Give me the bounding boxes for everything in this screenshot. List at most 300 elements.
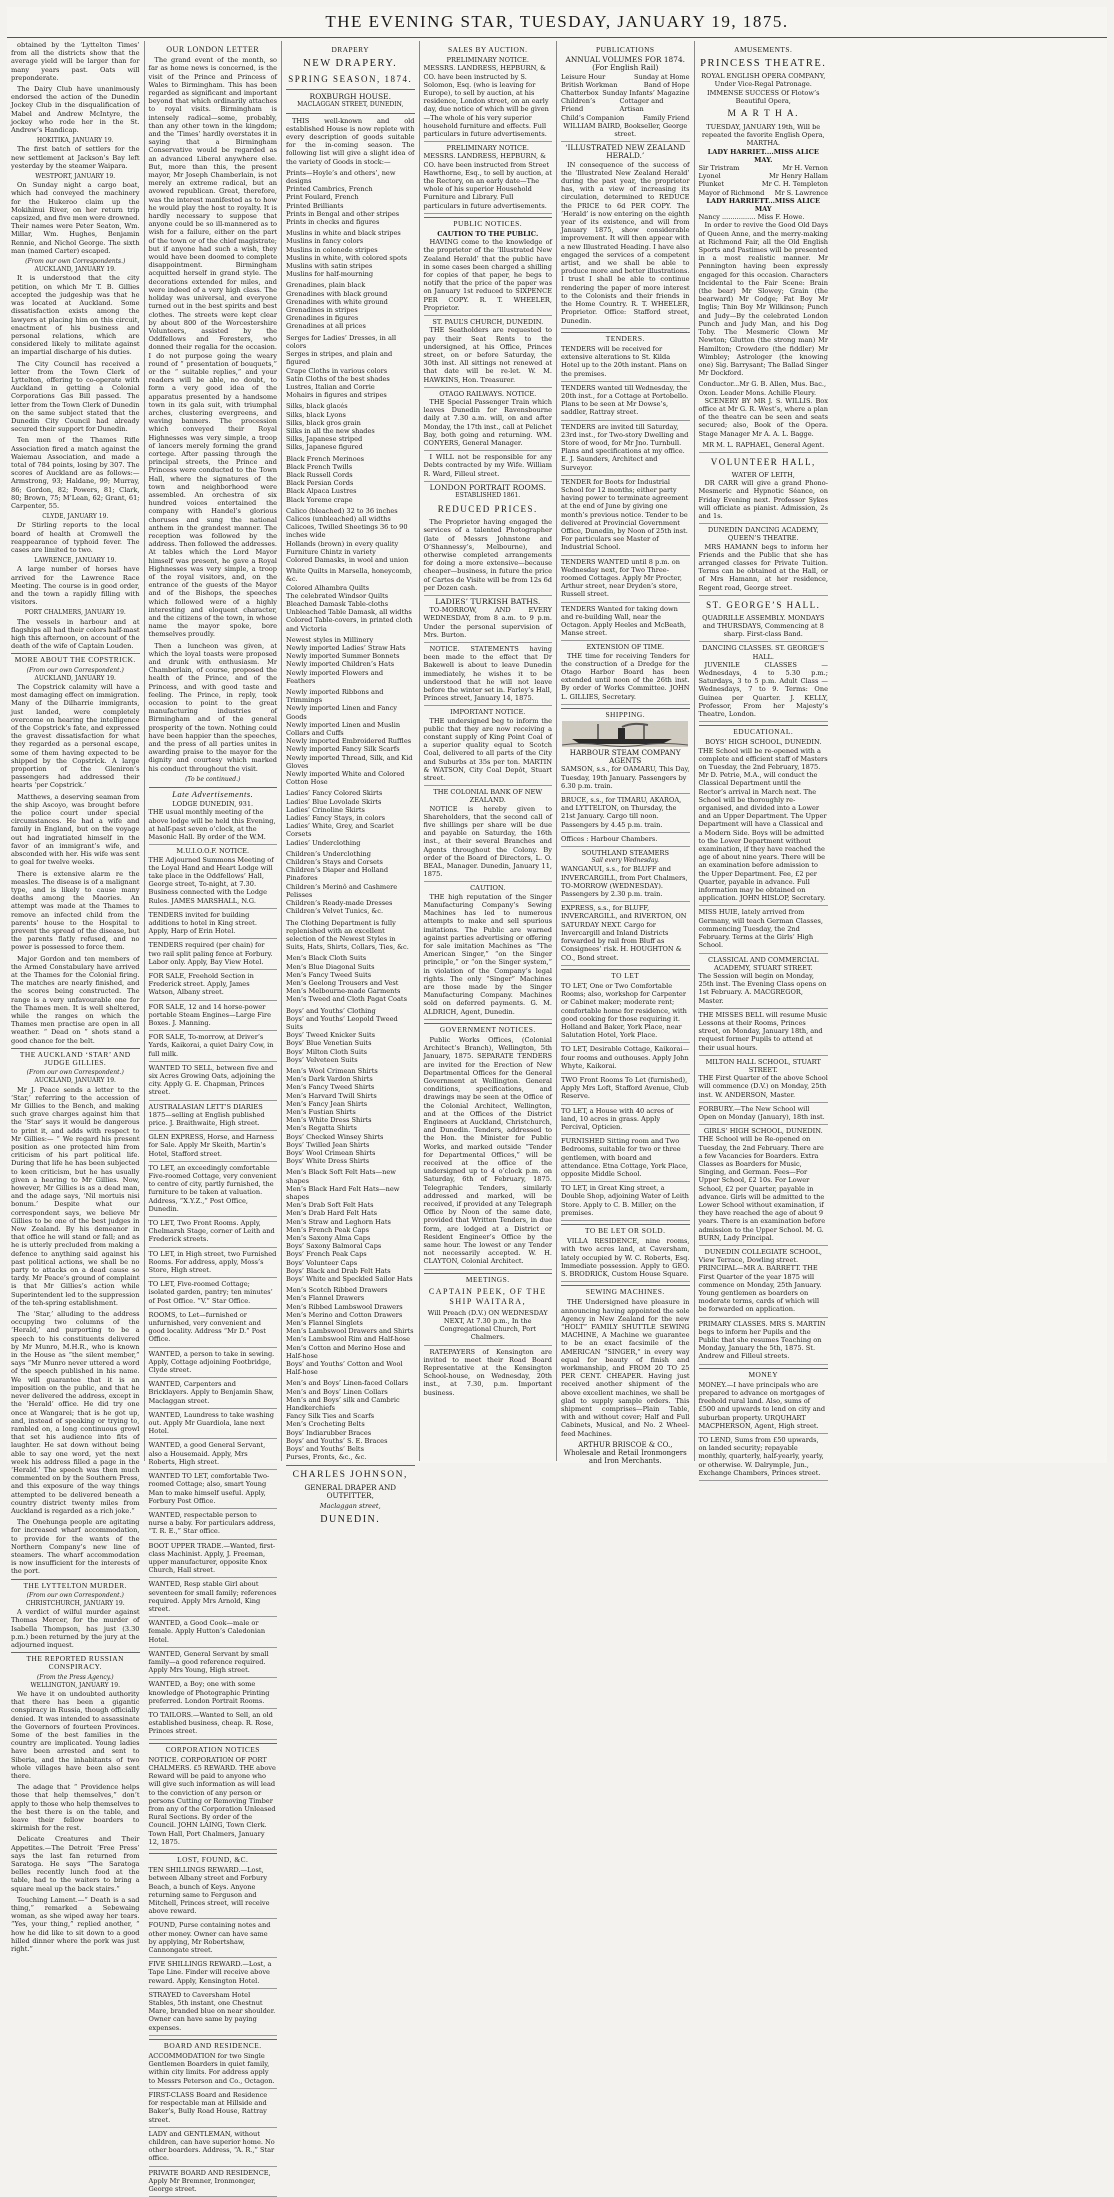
drapery-item: Children’s Underclothing	[286, 849, 371, 858]
drapery-item: Hollands (brown) in every quality	[286, 539, 399, 548]
drapery-item: Serges for Ladies’ Dresses, in all colors	[286, 333, 397, 350]
advertisement	[149, 847, 278, 908]
headline-corporation: CORPORATION NOTICES	[149, 1743, 278, 1754]
drapery-item: Newly imported Thread, Silk, and Kid Gloves	[286, 753, 413, 770]
drapery-group	[286, 636, 415, 685]
auction-notice-body: MESSRS. LANDRESS, HEPBURN, & CO. have been instructed by S. Solomon, Esq. (who is leaving for Europe), to sell by auction, at his residence, London street, on an early day, due notice of which will be given—The whole of his very superior household furniture and effects. Full particulars in future advertisements.	[423, 64, 549, 139]
drapery-item: Newly imported Linen and Fancy Goods	[286, 704, 398, 721]
drapery-item: Ladies’ Blue Lovolade Skirts	[286, 797, 382, 806]
singer-caution-notice: THE high reputation of the Singer Manufacturing Company’s Sewing Machines has led to numerous attempts to make and sell spurious imitations. The Public are warned against parties advertising or offering for sale imitation Machines as “The American Singer,” “on the Singer principle,” or “on the Singer system,” in violation of the Company’s legal rights. The only “Singer” Machines are those made by the Singer Manufacturing Company. Machines sold on deferred payments. G. M. ALDRICH, Agent, Dunedin.	[424, 893, 553, 1020]
annual-volume-row	[561, 89, 690, 97]
drapery-item: Men’s Fustian Shirts	[286, 1107, 356, 1116]
drapery-item: Men’s Lambswool Rim and Half-hose	[286, 1335, 411, 1344]
shipping-ad: SAMSON, s.s., for OAMARU, This Day, Tuesday, 19th January. Passengers by 6.30 p.m. train.	[561, 765, 690, 794]
section-public-notices: PUBLIC NOTICES.	[424, 217, 553, 228]
advertisement	[149, 1133, 278, 1162]
drapery-item: Newly imported Fancy Silk Scarfs	[286, 745, 400, 754]
news-paragraph: The adage that “ Providence helps those that help themselves,” don’t apply to those who help themselves to the best there is on the table, and leave their fellow boarders to skirmish for the rest.	[11, 1783, 140, 1833]
to-let-ad: FURNISHED Sitting room and Two Bedrooms, suitable for two or three gentlemen, with board and attendance. Etna Cottage, York Place, opposite Middle School.	[561, 1137, 690, 1182]
princess-description: In order to revive the Good Old Days of Queen Anne, and the merry-making at Richmond Fair, all the Old English Sports and Pastimes will be presented in a most realistic manner. Mr Pennington having been expressly engaged for this occasion. Characters Incidental to the Fair Scene: Brain (the bear) Mr Slowey; Grain (the bearward) Mr Codge; Fat Boy Mr Inglis; Thin Boy Mr Wilkinson; Punch and Judy—By the celebrated London Punch and Judy Man, and his Dog Toby. The Mesmeric Clown Mr Newton; Glutton (the strong man) Mr Hamilton; Crowdero (the fiddler) Mr Wimbley; Astrologer (the knowing one) Sig. Barrysant; The Ballad Singer Mr Dockford.	[698, 221, 828, 378]
drapery-item: Children’s Merinô and Cashmere Pelisses	[286, 882, 398, 899]
drapery-item: Boys’ Milton Cloth Suits	[286, 1047, 368, 1056]
money-ad: TO LEND, Sums from £50 upwards, on landed security; repayable monthly, quarterly, half-yearly, yearly, or otherwise. W. Dalrymple, Jun., Exchange Chambers, Princes street.	[699, 1436, 829, 1481]
annual-volume-row	[561, 73, 690, 81]
bakewell-notice: NOTICE. STATEMENTS having been made to the effect that Dr Bakewell is about to leave Dunedin immediately, he wishes it to be understood that he will not leave before the winter set in. Farley’s Hall, Princes street, January 14, 1875.	[424, 645, 553, 706]
southland-sub: Sail every Wednesday.	[591, 857, 660, 865]
drapery-item: Grenadines, plain black	[286, 281, 366, 290]
headline-lost-found: LOST, FOUND, &C.	[149, 1853, 278, 1864]
news-paragraph: (From our own Correspondents.)	[25, 258, 126, 266]
columns	[7, 41, 1107, 2193]
tenders-list	[561, 345, 690, 642]
school-ad-body: THE First Quarter of the above School will commence (D.V.) on Monday, 25th inst. W. ANDERSON, Master.	[698, 1074, 828, 1099]
drapery-item: Men’s Scotch Ribbed Drawers	[286, 1286, 388, 1295]
nancy-role: Nancy ................ Miss F. Howe.	[698, 213, 805, 222]
section-sales-auction: SALES BY AUCTION.	[448, 45, 528, 54]
news-paragraph: We have it on undoubted authority that there has been a gigantic conspiracy in Russia, though officially denied. It was intended to assassinate the Governors of fourteen Provinces. Some of the best families in the country are implicated. Young ladies have been arrested and sent to Siberia, and the inhabitants of two whole villages have been also sent there.	[11, 1690, 140, 1781]
letter-paragraph: The grand event of the month, so far as home news is concerned, is the visit of the Prince and Princess of Wales to Birmingham. This has been regarded as significant and important beyond that which ordinarily attaches to royal visits. Birmingham is intensely radical—some, probably, than any other town in the kingdom; and the ‘Times’ hardly overstates it in saying that a Birmingham Conservative would be regarded as an advanced Liberal anywhere else. But, more than this, the present mayor, Mr Joseph Chamberlain, is not merely an extreme radical, but an avowed republican. Great, therefore, was the interest manifested as to how he would play the host to royalty. It is hardly necessary to suppose that anyone could be so ill-mannered as to wish for a failure, either on the part of the town or of the chief magistrate; but if anyone had such a wish, they would have been doomed to complete disappointment. Birmingham acquitted herself in grand style. The decorations extended for miles, and were indeed of a very high class. The holiday was universal, and everyone turned out in the best spirits and best clothes. The streets were kept clear by about 800 of the Worcestershire Volunteers, assisted by the Oddfellows and Foresters, who donned their regalia for the occasion. I do not purpose going the weary round of “ presentation of bouquets,” or the “ suitable replies,” and your readers will be able, no doubt, to form a very good idea of the apparatus presented by a handsome town in its gala suit, with triumphal arches, clustering evergreens, and waving banners. The procession which conveyed their Royal Highnesses was very simple, a troop of lancers merely forming the grand cortege. After passing through the principal streets, the Prince and Princess were conducted to the Town Hall, where the signatures of the town and neighborhood were assembled. An orchestra of six hundred voices entertained the company with Handel’s glorious choruses and sung the national anthem in the grandest manner. The reception was followed by the address. Then followed the addresses. At tables which the Lord Mayor himself was present, he gave a Royal Highnesses was very simple, a troop of the royal visitors, and, on the entrance of the guests of the Mayor and of the Bishops, the speeches which followed were of a highly interesting and eloquent character, and the citizens of the town, in whose name the mayor spoke, bore themselves proudly.	[148, 56, 277, 639]
extension-heading: EXTENSION OF TIME.	[586, 643, 665, 652]
advertisement	[149, 1380, 278, 1409]
drapery-item: Ladies’ Fancy Stays, in colors	[286, 814, 386, 823]
volunteer-hall-notice: DR CARR will give a grand Phono-Mesmeric and Hypnotic Séance, on Friday Evening next. Professor Sykes will officiate as pianist. Admission, 2s and 1s.	[699, 479, 829, 524]
briscoe-signature: ARTHUR BRISCOE & CO., Wholesale and Retail Ironmongers and Iron Merchants.	[563, 1440, 687, 1466]
drapery-item: Men’s Wool Crimean Shirts	[286, 1066, 378, 1075]
news-paragraph: (From our own Correspondent.)	[26, 666, 124, 674]
raphael-agent: MR M. L. RAPHAEL, General Agent.	[699, 441, 829, 453]
advertisement-body: THE usual monthly meeting of the above lodge will be held this Evening, at half-past seven o’clock, at the Masonic Hall. By order of the W.M.	[148, 808, 276, 842]
drapery-item: Ladies’ Fancy Colored Skirts	[286, 789, 383, 798]
telegraph-news	[11, 41, 140, 650]
st-georges-heading: ST. GEORGE’S HALL.	[706, 599, 821, 610]
annual-volume: Band of Hope	[643, 80, 690, 89]
drapery-item: Men’s Fancy Tweed Suits	[286, 970, 372, 979]
dancing-classes-notice: JUVENILE CLASSES — Wednesdays, 4 to 5.30 p.m.; Saturdays, 3 to 5 p.m. Adult Class — Wednesdays, 7 to 9. Terms: One Guinea per Quarter. J. KELLY, Professor, From her Majesty’s Theatre, London.	[699, 661, 829, 722]
st-pauls-heading: ST. PAUL’S CHURCH, DUNEDIN.	[432, 318, 544, 327]
drapery-item: Men’s Fancy Tweed Shirts	[286, 1083, 375, 1092]
school-ad-body: THE School will be Re-opened on Tuesday, the 2nd February. There are a few Vacancies for Boarders. Extra Classes as Boarders for Music, Singing, and German. Fees—For Upper School, £2 10s. For Lower School, £2 per Quarter, payable in advance. Girls will be admitted to the Lower School without examination, if they have reached the age of about 9 years. There is an examination before admission to the Upper School. M. G. BURN, Lady Principal.	[698, 1135, 826, 1242]
advertisement	[149, 1219, 278, 1248]
advertisement-body: BOOT UPPER TRADE.—Wanted, first-class Machinist. Apply, J. Freeman, upper manufacturer, opposite Knox Church, Hall street.	[148, 1541, 276, 1575]
headline-copstrick: MORE ABOUT THE COPSTRICK.	[11, 653, 140, 664]
drapery-item: Furniture Chintz in variety	[286, 547, 376, 556]
drapery-item: Newly imported Embroidered Ruffles	[286, 737, 412, 746]
roxburgh-address: MACLAGGAN STREET, DUNEDIN,	[297, 101, 404, 109]
drapery-item: Purses, Fronts, &c., &c.	[286, 1453, 367, 1462]
to-let-ad: TO LET, Desirable Cottage, Kaikorai—four rooms and outhouses. Apply John Whyte, Kaikorai.	[561, 1045, 690, 1074]
shipping-ad: BRUCE, s.s., for TIMARU, AKAROA, and LYTTELTON, on Thursday, the 21st January. Cargo till noon. Passengers by 4.45 p.m. train.	[561, 796, 690, 833]
drapery-group	[286, 229, 415, 278]
section-government-notices: GOVERNMENT NOTICES.	[424, 1023, 553, 1034]
annual-volume-row	[561, 114, 690, 122]
school-ad	[699, 1058, 829, 1103]
colonial-bank-notice: NOTICE is hereby given to Shareholders, that the second call of five shillings per share will be due and payable on Saturday, the 16th inst., at their several Branches and Agents throughout the Colony. By order of the Board of Directors, L. O. BEAL, Manager. Dunedin, January 11, 1875.	[424, 805, 553, 883]
drapery-item: Prints in checks and figures	[286, 218, 380, 227]
drapery-item: Black Alpaca Lustres	[286, 487, 357, 496]
drapery-item: Muslins in colonede stripes	[286, 245, 378, 254]
advertisement	[149, 1250, 278, 1279]
news-paragraph: Matthews, a deserving seaman from the ship Ascoyo, was brought before the police court under special circumstances. He had a wife and family in England, but on the voyage out had ingratiated himself in the favor of an immigrant’s wife, and absconded with her. His wife was sent to goal for twelve weeks.	[11, 792, 140, 867]
divider	[286, 89, 415, 90]
cast-role: Mayor of Richmond	[698, 188, 765, 197]
annual-volume: Family Friend	[642, 113, 690, 122]
advertisement	[149, 1542, 278, 1579]
drapery-item: Mohairs in figures and stripes	[286, 391, 387, 400]
drapery-group	[286, 919, 415, 952]
section-amusements: AMUSEMENTS.	[734, 45, 793, 54]
advertisement	[149, 1580, 278, 1617]
drapery-item: Boys’ and Youths’ Cotton and Wool Half-hose	[286, 1360, 403, 1377]
drapery-group	[286, 954, 415, 1003]
drapery-item: Muslins for half-mourning	[286, 270, 374, 279]
drapery-item: Boys’ Volunteer Caps	[286, 1258, 358, 1267]
turkish-baths-heading: LADIES’ TURKISH BATHS.	[435, 596, 541, 606]
news-paragraph: Ten men of the Thames Rifle Association fired a match against the Waiemau Association, and made a total of 784 points, losing by 307. The scores of Auckland are as follows:—Armstrong, 93; Haldane, 99; Murray, 86; Gordon, 82; Powers, 81; Clark, 80; Brown, 75; M’Lean, 62; Grant, 61; Carpenter, 55.	[11, 436, 140, 510]
drapery-item: Grenadines in stripes	[286, 306, 358, 315]
news-paragraph: AUCKLAND, JANUARY 19.	[34, 266, 116, 274]
drapery-item: Silks, Japanese figured	[286, 443, 363, 452]
drapery-group	[286, 169, 415, 226]
drapery-item: Children’s Stays and Corsets	[286, 858, 383, 867]
drapery-item: Men’s and Boys’ Linen Collars	[286, 1387, 388, 1396]
drapery-item: Fancy Silk Ties and Scarfs	[286, 1412, 375, 1421]
school-ad	[699, 1011, 829, 1056]
annual-volume: British Workman	[561, 80, 618, 89]
to-let-ad: TO LET, a House with 40 acres of land, 10 acres in grass. Apply Percival, Opticien.	[561, 1107, 690, 1136]
drapery-item: Boys’ Twilled Jean Shirts	[286, 1140, 370, 1149]
portrait-established: ESTABLISHED 1861.	[455, 491, 521, 499]
drapery-item: Boys’ Saxony Balmoral Caps	[286, 1242, 382, 1251]
advertisement-body: WANTED, Carpenters and Bricklayers. Apply to Benjamin Shaw, Maclaggan street.	[148, 1380, 274, 1405]
advertisement-body: TENDERS invited for building additions to hotel in King street. Apply, Harp of Erin Hotel.	[148, 910, 257, 936]
drapery-item: Men’s Dark Vardon Shirts	[286, 1075, 373, 1084]
drapery-item: Calicos (unbleached) all widths	[286, 514, 391, 523]
ratepayers-notice: RATEPAYERS of Kensington are invited to meet their Road Board Representative at the Kensington School-house, on Wednesday, 20th inst., at 7.30, p.m. Important business.	[423, 1347, 552, 1397]
letter-paragraph: Then a luncheon was given, at which the loyal toasts were proposed and drunk with enthusiasm. Mr Chamberlain, of course, proposed the health of the Prince, and of the Princess, and with good taste and feeling. The Prince, in reply, took occasion to point to the great manufacturing industries of Birmingham and of the general prosperity of the town. Nothing could have been happier than the speeches, and the press of all parties unites in awarding praise to the mayor for the dignity and courtesy which marked his conduct throughout the visit.	[148, 641, 277, 773]
drapery-group	[286, 334, 415, 400]
drapery-item: Unbleached Table Damask, all widths	[286, 608, 412, 617]
advertisement	[149, 1003, 278, 1032]
cast-row	[699, 180, 829, 188]
drapery-item: Men’s and Boys’ silk and Cambric Handkerchiefs	[286, 1395, 400, 1413]
drapery-item: Boys’ and Youths’ Clothing	[286, 1006, 376, 1015]
drapery-item: Muslins with satin stripes	[286, 262, 373, 271]
advertisement-body: WANTED, a person to take in sewing. Apply, Cottage adjoining Footbridge, Clyde street.	[148, 1349, 275, 1375]
draper-street: Maclaggan street,	[319, 1501, 381, 1510]
tender-ad: TENDER for Boots for Industrial School for 12 months; either party having power to terminate agreement at the end of June by giving one month’s previous notice. Tender to be delivered at Provincial Government Office, Dunedin, by Noon of 25th inst. For particulars see Master of Industrial School.	[561, 478, 690, 556]
drapery-group	[286, 281, 415, 330]
advertisement-body: ROOMS, to Let—furnished or unfurnished, very convenient and good locality. Address “Mr D.” Post Office.	[148, 1310, 266, 1344]
drapery-item: Black Yoreme crape	[286, 495, 353, 504]
advertisement-body: WANTED, a Boy; one with some knowledge of Photographic Printing preferred. London Portrait Rooms.	[148, 1680, 270, 1705]
advertisement	[149, 1103, 278, 1132]
drapery-group	[286, 850, 415, 916]
newspaper-page	[7, 7, 1107, 2193]
letter-paragraph: (To be continued.)	[185, 775, 241, 783]
cast-role: Sir Tristram	[698, 164, 740, 173]
advertisement-heading: LODGE DUNEDIN, 931.	[172, 800, 254, 809]
drapery-item: Men’s Harvard Twill Shirts	[286, 1091, 377, 1100]
news-paragraph: On Sunday night a cargo boat, which had conveyed the machinery for the Hukeroo claim up the Mokihinui River, on her return trip capsized, and five men were drowned. Their names were Peter Seaton, Wm. Millar, Wm. Hughes, Benjamin Rennie, and Nichol George. The sixth man (named Carter) escaped.	[11, 181, 140, 255]
annual-volume: Child’s Companion	[561, 113, 625, 122]
drapery-group	[286, 1168, 415, 1283]
headline-russian: THE REPORTED RUSSIAN CONSPIRACY.	[11, 1652, 140, 1671]
section-drapery: DRAPERY	[331, 45, 370, 54]
money-ad: MONEY.—I have principals who are prepared to advance on mortgages of freehold rural land. Also, sums of £500 and upwards to lend on city and suburban property. URQUHART MACPHERSON, Agent, High street.	[699, 1381, 829, 1434]
lost-found-ad: TEN SHILLINGS REWARD.—Lost, between Albany street and Forbury Beach, a bunch of Keys. Anyone returning same to Ferguson and Mitchell, Princes street, will receive above reward.	[149, 1866, 278, 1919]
school-ad	[699, 956, 829, 1009]
school-ad	[699, 1105, 829, 1125]
drapery-item: Men’s Black Cloth Suits	[286, 954, 367, 963]
drapery-group	[286, 1379, 415, 1461]
cast-row	[699, 189, 829, 197]
illustrated-herald-heading: ‘ILLUSTRATED NEW ZEALAND HERALD.’	[565, 143, 686, 161]
school-ad-body: View Terrace, Dowling street. PRINCIPAL—MR A. BARRETT. THE First Quarter of the year 1875 will commence on Monday, 25th January. Young gentlemen as boarders on moderate terms, cards of which will be forwarded on application.	[698, 1256, 822, 1314]
news-paragraph: The first batch of settlers for the new settlement at Jackson’s Bay left yesterday by the steamer Waipara.	[11, 145, 140, 170]
lost-found-ad: FOUND, Purse containing notes and other money. Owner can have same by applying, Mr Robertshaw, Cannongate street.	[149, 1921, 278, 1958]
advertisement	[149, 1619, 278, 1648]
lost-found-ads	[149, 1866, 278, 2036]
section-sewing-machines: SEWING MACHINES.	[561, 1285, 690, 1296]
drapery-item: Silks, black gros grain	[286, 418, 361, 427]
quadrille-notice: QUADRILLE ASSEMBLY. MONDAYS and THURSDAYS, Commencing at 8 sharp. First-class Band.	[699, 614, 829, 643]
immense-success: IMMENSE SUCCESS Of Flotow’s Beautiful Opera,	[707, 88, 820, 105]
late-advertisements	[149, 800, 278, 1739]
advertisement	[149, 1350, 278, 1379]
news-paragraph: obtained by the ‘Lyttelton Times’ from all the districts show that the average yield will be larger than for many years past. Oats will preponderate.	[11, 41, 140, 82]
drapery-item: Calico (bleached) 32 to 36 inches	[286, 506, 398, 515]
advertisement	[149, 1680, 278, 1709]
steamship-icon	[562, 721, 688, 747]
school-ad-body: PRIMARY CLASSES. MRS S. MARTIN begs to inform her Pupils and the Public that she resumes Teaching on Monday, January the 5th, 1875. St. Andrew and Filleul streets.	[698, 1319, 826, 1361]
drapery-item: Ladies’ White, Grey, and Scarlet Corsets	[286, 822, 394, 839]
government-tender-notice: Public Works Offices, (Colonial Architect’s Branch), Wellington, 5th January, 1875. SEPARATE TENDERS are invited for the Erection of New Departmental Offices for the General Government at Wellington. General conditions, specifications, and drawings may be seen at the Office of the Colonial Architect, Wellington, and at the Offices of the District Engineers at Auckland, Christchurch, and Dunedin. Tenders, addressed to the Hon. the Minister for Public Works, and marked outside “Tender for Departmental Offices,” will be received at the office of the undersigned up to 4 o’clock p.m. on Saturday, 6th of February, 1875. Telegraphic Tenders, similarly addressed and marked, will be received, if provided at any Telegraph Office by Noon of the same date, provided that Written Tenders, in due form, are lodged at a District or Resident Engineer’s Office by the same hour. The lowest or any Tender not necessarily accepted. W. H. CLAYTON, Colonial Architect.	[424, 1036, 553, 1270]
news-paragraph: It is understood that the city petition, on which Mr T. B. Gillies accepted the judgeship was that he was located at Auckland. Some dissatisfaction exists among the lawyers at placing him on this circuit, enactment of his business and personal relations, which are considered likely to militate against an impartial discharge of his duties.	[11, 274, 140, 357]
news-paragraph: WELLINGTON, JANUARY 19.	[30, 1681, 120, 1689]
drapery-item: Boys’ Checked Winsey Shirts	[286, 1132, 384, 1141]
divider	[286, 1465, 415, 1466]
advertisement	[149, 1164, 278, 1217]
advertisement-body: TO LET, Two Front Rooms. Apply, Chelmarsh Stage, corner of Leith and Frederick streets.	[148, 1219, 275, 1244]
caution-notice: HAVING come to the knowledge of the proprietor of the ‘Illustrated New Zealand Herald’ that the public have in some cases been charged a shilling for copies of that paper, he begs to notify that the price of the paper was on January 1st reduced to SIXPENCE PER COPY. R. T. WHEELER, Proprietor.	[424, 238, 553, 316]
tender-ad: TENDERS wanted till Wednesday, the 20th inst., for a Cottage at Portobello. Plans to be seen at Mr Dowse’s, saddler, Rattray street.	[561, 384, 690, 421]
board-ad: LADY and GENTLEMAN, without children, can have superior home. No other boarders. Address, “A. R.,” Star office.	[149, 2130, 278, 2167]
drapery-item: Grenadines in figures	[286, 314, 359, 323]
important-notice-heading: IMPORTANT NOTICE.	[450, 708, 526, 717]
drapery-item: Ladies’ Underclothing	[286, 838, 361, 847]
drapery-item: Boys’ White Dress Shirts	[286, 1157, 370, 1166]
news-paragraph: LAWRENCE, JANUARY 19.	[34, 557, 117, 565]
school-ad-body: MISS HUIE, lately arrived from Germany, will teach German Classes, commencing Tuesday, the 2nd February. Terms at the Girls’ High School.	[698, 908, 823, 950]
advertisement	[149, 1033, 278, 1062]
dancing-academy-heading: DUNEDIN DANCING ACADEMY, QUEEN’S THEATRE.	[707, 526, 819, 543]
board-ad: PRIVATE BOARD AND RESIDENCE, Apply Mr Bremner, Ironmonger, George street.	[149, 2169, 278, 2197]
drapery-item: Newly imported Summer Bonnets	[286, 652, 400, 661]
money-list	[699, 1381, 829, 1481]
drapery-item: Boys’ and Youths’ Leopold Tweed Suits	[286, 1014, 398, 1031]
southland-ad: WANGANUI, s.s., for BLUFF and INVERCARGILL, from Port Chalmers, TO-MORROW (WEDNESDAY). Passengers by 2.30 p.m. train.	[561, 865, 690, 902]
news-paragraph: CLYDE, JANUARY 19.	[42, 513, 109, 521]
drapery-item: Boys’ Black and Drab Felt Hats	[286, 1266, 391, 1275]
section-to-let: TO LET	[561, 969, 690, 980]
annual-volume: Children’s Friend	[561, 97, 596, 114]
opera-company: ROYAL ENGLISH OPERA COMPANY, Under Vice-Regal Patronage.	[701, 72, 826, 89]
drapery-group	[286, 507, 415, 564]
advertisement-body: FOR SALE, Freehold Section in Frederick street. Apply, James Watson, Albany street.	[148, 971, 254, 997]
drapery-item: Men’s Saxony Alma Caps	[286, 1234, 371, 1243]
advertisement	[149, 1472, 278, 1509]
cast-role: Plunket	[698, 180, 725, 189]
school-ad-body: THE School will be re-opened with a complete and efficient staff of Masters on Tuesday, the 2nd February, 1875. Mr D. Petrie, M.A., will conduct the Classical Department until the Rector’s arrival in March next. The School will be thoroughly re-organised, and divided into a Lower and an Upper Department. The Upper Department will have a Classical and a Modern Side. Boys will be admitted to the Lower Department without examination, if they have reached the age of about nine years. There will be an examination before admission to the Upper Department. Fee, £2 per Quarter, payable in advance. Full information may be obtained on application. JOHN HISLOP, Secretary.	[698, 746, 828, 903]
drapery-item: Men’s White Dress Shirts	[286, 1116, 372, 1125]
advertisement-body: FOR SALE, To-morrow, at Driver’s Yards, Kaikorai, a quiet Dairy Cow, in full milk.	[148, 1033, 274, 1058]
advertisement-body: TENDERS required (per chain) for two rail split paling fence at Forbury. Labor only. Apply, Bay View Hotel.	[148, 941, 273, 966]
drapery-item: The celebrated Windsor Quilts	[286, 591, 389, 600]
drapery-lists	[286, 169, 415, 1462]
drapery-group	[286, 402, 415, 451]
dancing-classes-heading: DANCING CLASSES. ST. GEORGE’S HALL.	[702, 644, 825, 661]
villa-notice: VILLA RESIDENCE, nine rooms, with two acres land, at Caversham, lately occupied by W. C. Roberts, Esq. Immediate possession. Apply to GEO. S. BRODRICK, Custom House Square.	[561, 1237, 690, 1282]
sewing-notice: THE Undersigned have pleasure in announcing having appointed the sole Agency in New Zealand for the new “HOLT” FAMILY SHUTTLE SEWING MACHINE, A Machine we guarantee to be an exact facsimile of the AMERICAN “SINGER,” in every way equal for beauty of finish and workmanship, and FROM 20 TO 25 PER CENT. CHEAPER. Having just received another shipment of the above excellent machines, we shall be glad to supply sample orders. This shipment comprises—Plain Table, with and without cover; Half and Full Cabinets, Musical, and No. 2 Wheel-feed Machines.	[561, 1298, 690, 1438]
annual-volume-row	[561, 97, 690, 113]
school-ad-body: The Session will begin on Monday, 25th inst. The Evening Class opens on 1st February. A. MACGREGOR, Master.	[698, 971, 827, 1005]
headline-board: BOARD AND RESIDENCE.	[149, 2039, 278, 2050]
lyttelton-article	[11, 1592, 140, 1649]
column-2	[145, 41, 283, 2193]
drapery-item: Muslins in white and black stripes	[286, 229, 401, 238]
news-paragraph: HOKITIKA, JANUARY 19.	[36, 137, 114, 145]
volunteer-hall-heading: VOLUNTEER HALL,	[710, 456, 816, 467]
advertisement-body: WANTED TO LET, comfortable Two-roomed Cottage; also, smart Young Man to make himself useful. Apply, Forbury Post Office.	[148, 1472, 270, 1505]
drapery-group	[286, 567, 415, 633]
school-ad	[699, 908, 829, 953]
auction-notice-heading: PRELIMINARY NOTICE.	[446, 144, 529, 153]
tuesday-performance: TUESDAY, JANUARY 19th, Will be repeated the favorite English Opera, MARTHA.	[701, 123, 825, 148]
drapery-item: Men’s Tweed and Cloth Pagat Coats	[286, 995, 407, 1004]
board-ad: FIRST-CLASS Board and Residence for respectable man at Hillside and Baker’s, Bully Road House, Rattray street.	[149, 2091, 278, 2128]
drapery-item: Bleached Damask Table-cloths	[286, 599, 389, 608]
annual-volume: Leisure Hour	[561, 72, 606, 81]
to-let-list	[561, 982, 690, 1221]
school-ad-heading: MILTON HALL SCHOOL, STUART STREET.	[705, 1057, 821, 1074]
drapery-item: Print Foulard, French	[286, 193, 359, 202]
drapery-item: Colored Alhambra Quilts	[286, 583, 370, 592]
drapery-item: Colored Table-covers, in printed cloth and Victoria	[286, 616, 413, 633]
divider	[286, 113, 415, 114]
advertisement-body: WANTED, General Servant by small family—a good reference required. Apply Mrs Young, High street.	[148, 1649, 269, 1675]
news-paragraph: Major Gordon and ten members of the Armed Constabulary have arrived at the Thames for the Colonial firing. The matches are nearly finished, and the scores being constructed. The range is a very unfavourable one for the Thames men. It is well sheltered, while the ranges on which the Thames men practise are open in all weather. “ Dead on ” shots stand a good chance for the belt.	[11, 954, 140, 1045]
drapery-item: Boys’ French Peak Caps	[286, 1250, 367, 1259]
cast-actor: Mr H. Vernon	[782, 164, 828, 173]
school-ad-body: THE MISSES BELL will resume Music Lessons at their Rooms, Princes street, on Monday, January 18th, and request former Pupils to attend at their usual hours.	[698, 1010, 827, 1052]
school-ad-heading: DUNEDIN COLLEGIATE SCHOOL,	[704, 1248, 822, 1256]
cast-list	[699, 164, 829, 197]
drapery-item: Men’s Drab Hard Felt Hats	[286, 1209, 377, 1218]
cast-actor: Mr Henry Hallam	[769, 172, 828, 181]
drapery-headline: NEW DRAPERY.	[303, 58, 398, 70]
drapery-item: Crape Cloths in various colors	[286, 366, 388, 375]
board-ad: ACCOMMODATION for two Single Gentlemen Boarders in quiet family, within city limits. For address apply to Messrs Peterson and Co., Octagon.	[149, 2052, 278, 2089]
drapery-item: Boys’ White and Speckled Sailor Hats	[286, 1275, 413, 1284]
advertisement	[149, 1711, 278, 1740]
drapery-item: Black Russell Cords	[286, 470, 353, 479]
drapery-item: Children’s Diaper and Holland Pinafores	[286, 866, 389, 883]
reduced-prices: REDUCED PRICES.	[437, 504, 538, 515]
cast-row	[699, 172, 829, 180]
drapery-item: Boys’ Velveteen Suits	[286, 1055, 358, 1064]
news-paragraph: (From our own Correspondent.)	[26, 1591, 124, 1599]
news-paragraph: The vessels in harbour and at flagships all had their colors half-mast high this afternoon, on account of the death of the wife of Captain Louden.	[11, 617, 140, 651]
drapery-item: Lustres, Italian and Corrie	[286, 382, 375, 391]
auction-notices	[424, 56, 553, 214]
school-ad-heading: BOYS’ HIGH SCHOOL, DUNEDIN.	[705, 738, 822, 747]
harbour-steam-list	[561, 765, 690, 847]
drapery-item: Men’s Ribbed Lambswool Drawers	[286, 1302, 403, 1311]
drapery-item: Men’s Straw and Leghorn Hats	[286, 1217, 391, 1226]
news-paragraph: A large number of horses have arrived for the Lawrence Race Meeting. The course is in good order, and the town a rapidly filling with visitors.	[11, 565, 140, 607]
drapery-item: Black French Twills	[286, 462, 353, 471]
drapery-item: Muslins in fancy colors	[286, 237, 364, 246]
section-educational: EDUCATIONAL.	[699, 725, 829, 736]
lady-harriett-repeat: LADY HARRIETT...MISS ALICE MAY	[706, 196, 821, 214]
drapery-season: SPRING SEASON, 1874.	[288, 74, 413, 85]
cast-role: Lyonel	[698, 172, 721, 181]
tender-ad: TENDERS Wanted for taking down and re-building Wall, near the Octagon. Apply Heeles and McBeath, Manse street.	[561, 605, 690, 642]
harbour-steam-heading: HARBOUR STEAM COMPANY AGENTS	[569, 748, 681, 766]
auction-notice	[424, 56, 553, 142]
drapery-item: Men’s Lambswool Drawers and Shirts	[286, 1327, 414, 1336]
drapery-item: White Quilts in Marsella, honeycomb, &c.	[286, 567, 413, 584]
martha-title: M A R T H A.	[727, 109, 799, 120]
southland-heading: SOUTHLAND STEAMERS	[581, 849, 669, 858]
drapery-item: Boys’ Wool Crimean Shirts	[286, 1148, 376, 1157]
drapery-item: Silks, black glacés	[286, 402, 348, 411]
drapery-group	[286, 688, 415, 786]
advertisement-heading: M.U.I.O.O.F. NOTICE.	[176, 847, 250, 856]
drapery-group	[286, 1067, 415, 1165]
shipping-ad: Offices : Harbour Chambers.	[561, 835, 690, 847]
drapery-intro: THIS well-known and old established House is now replete with every description of goods suitable for the in-coming season. The following list will give a slight idea of the variety of Goods in stock:—	[286, 116, 415, 166]
lady-harriet: LADY HARRIET....MISS ALICE MAY.	[707, 147, 819, 164]
advertisement	[149, 941, 278, 970]
drapery-item: Boys’ and Youths’ Belts	[286, 1445, 364, 1454]
drapery-group	[286, 789, 415, 846]
news-paragraph: Mr J. Peace sends a letter to the ‘Star,’ referring to the accession of Mr Gillies to the Bench, and making such grave charges against him that the ‘Star’ says it would be dangerous to print it, and adds with respect to Mr Gillies:— “ We regard his present position as one protected him from criticism of his part political life. During that life he has been subjected to keen criticism, but he has usually given a hearing to Mr Gillies. Now, however, Mr Gillies is as a dead man, and the adage says, ‘Nil mortuis nisi bonum.’ Despite what our correspondent says, we believe Mr Gillies to be one of the best judges in New Zealand. By his demeanor in that office he will stand or fall; and as he is utterly precluded from making a defence to anything said against his past political actions, we shall be no party to attacks on a dead cause so tardy. Mr Peace’s ground of complaint is that Mr Gillies’s action while Superintendent led to the suppression of the teh-spring establishment.	[11, 1085, 140, 1307]
draper-name: CHARLES JOHNSON,	[292, 1469, 408, 1480]
school-ad	[699, 1127, 829, 1246]
drapery-item: Newly imported Flowers and Feathers	[286, 668, 384, 685]
news-paragraph: AUCKLAND, JANUARY 19.	[34, 1077, 116, 1085]
drapery-item: Newly imported Ladies’ Straw Hats	[286, 644, 406, 652]
captain-peek: CAPTAIN PEEK, OF THE SHIP WAITARA,	[428, 1286, 547, 1306]
advertisement	[149, 1311, 278, 1348]
caution-heading: CAUTION TO THE PUBLIC.	[437, 230, 539, 239]
illustrated-herald-notice: IN consequence of the success of the ‘Illustrated New Zealand Herald’ during the past year, the proprietor has, with a view of increasing its circulation, determined to REDUCE the PRICE to 6d PER COPY. The ‘Herald’ is now entering on the eighth year of its existence, and will from January 1875, show considerable improvement. It will then appear with a new Illustrated Heading. I have also engaged the services of a competent artist, and we shall be able to produce more and better illustrations. I trust I shall be able to continue rendering the paper of more interest to the Colonists and their friends in the Home Country. R. T. WHEELER, Proprietor. Office: Stafford street, Dunedin.	[561, 161, 690, 329]
news-paragraph: PORT CHALMERS, JANUARY 19.	[24, 609, 126, 617]
st-pauls-notice: THE Seatholders are requested to pay their Seat Rents to the undersigned, at his Office, Princes street, on or before Saturday, the 30th inst. All sittings not renewed at that date will be re-let. W. M. HAWKINS, Hon. Treasurer.	[424, 326, 553, 387]
news-paragraph: CHRISTCHURCH, JANUARY 19.	[25, 1599, 125, 1607]
annual-volumes-heading: ANNUAL VOLUMES FOR 1874. (For English Rail)	[565, 55, 685, 73]
advertisement	[149, 1411, 278, 1440]
drapery-item: Serges in stripes, and plain and figured	[286, 350, 393, 367]
advertisement-body: WANTED, a good General Servant, also a Housemaid. Apply, Mrs Roberts, High street.	[148, 1441, 266, 1466]
column-4	[420, 41, 558, 1461]
drapery-item: Colored Damasks, in wool and union	[286, 555, 409, 564]
drapery-item: Newly imported Children’s Hats	[286, 660, 395, 669]
drapery-item: Printed Brilliants	[286, 201, 344, 210]
portrait-notice: The Proprietor having engaged the services of a talented Photographer (late of Messrs Johnstone and O’Shannessy’s, Melbourne), and otherwise completed arrangements for doing a more extensive—because cheaper—business, in future the price of Cartes de Visite will be from 12s 6d per Dozen cash.	[424, 518, 553, 596]
annual-volumes-list	[561, 73, 690, 122]
